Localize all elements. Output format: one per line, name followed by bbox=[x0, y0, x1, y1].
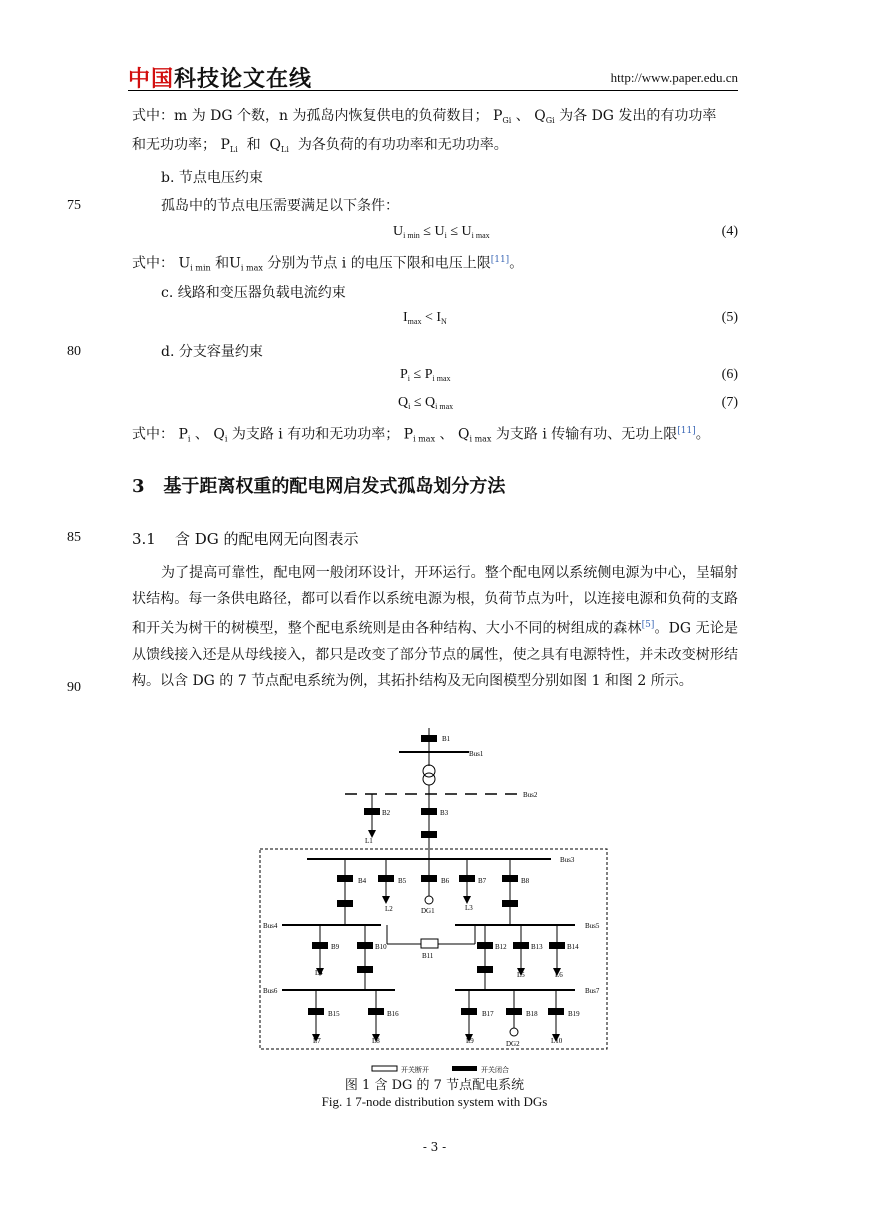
svg-text:B11: B11 bbox=[422, 952, 434, 960]
svg-text:L2: L2 bbox=[385, 905, 393, 913]
figure-caption-en: Fig. 1 7-node distribution system with DGs bbox=[321, 1094, 548, 1109]
svg-text:Bus5: Bus5 bbox=[585, 922, 600, 930]
svg-text:B3: B3 bbox=[440, 809, 449, 817]
svg-text:Bus4: Bus4 bbox=[263, 922, 278, 930]
svg-text:L6: L6 bbox=[555, 971, 563, 979]
citation[interactable]: [11] bbox=[490, 255, 510, 265]
text-line: 式中： $U_{i min}$ 和$U_{i max}$ 分别为节点 i 的电压下限和电压上限[11]。 bbox=[132, 255, 524, 273]
svg-text:B13: B13 bbox=[531, 943, 543, 951]
citation[interactable]: [5] bbox=[641, 620, 655, 630]
equation-7: $Q_i \le Q_{i max}$ bbox=[398, 395, 454, 411]
header-url[interactable]: http://www.paper.edu.cn bbox=[610, 70, 738, 85]
svg-text:B15: B15 bbox=[328, 1010, 340, 1018]
svg-text:Bus1: Bus1 bbox=[469, 750, 484, 758]
figure-caption-cn: 图 1 含 DG 的 7 节点配电系统 bbox=[344, 1078, 525, 1093]
svg-text:Bus3: Bus3 bbox=[560, 856, 575, 864]
text-line: 式中：m 为 DG 个数，n 为孤岛内恢复供电的负荷数目； $P_{Gi}$ 、 $Q_{Gi}$ 为各 DG 发出的有功功率 bbox=[132, 108, 717, 125]
svg-text:L5: L5 bbox=[517, 971, 525, 979]
equation-5: $I_{max} < I_N$ bbox=[403, 310, 447, 326]
svg-text:B2: B2 bbox=[382, 809, 391, 817]
citation[interactable]: [11] bbox=[677, 426, 696, 436]
svg-text:B5: B5 bbox=[398, 877, 407, 885]
journal-logo: 中国科技论文在线 bbox=[128, 67, 313, 92]
svg-text:B12: B12 bbox=[495, 943, 507, 951]
line-number: 75 bbox=[67, 198, 81, 213]
svg-text:B18: B18 bbox=[526, 1010, 538, 1018]
text-line: 和无功功率； $P_{Li}$ 和 $Q_{Li}$ 为各负荷的有功功率和无功功率。 bbox=[132, 137, 508, 154]
svg-text:L10: L10 bbox=[551, 1037, 563, 1045]
svg-text:B9: B9 bbox=[331, 943, 340, 951]
svg-text:Bus6: Bus6 bbox=[263, 987, 278, 995]
svg-text:Bus7: Bus7 bbox=[585, 987, 600, 995]
svg-text:DG2: DG2 bbox=[506, 1040, 520, 1048]
text-line: 式中： $P_i$ 、 $Q_i$ 为支路 i 有功和无功功率； $P_{i max}$ 、 $Q_{i max}$ 为支路 i 传输有功、无功上限[11]。 bbox=[132, 426, 710, 444]
equation-number: (4) bbox=[721, 224, 738, 239]
distribution-system-diagram bbox=[255, 728, 615, 1074]
section-heading: 3 基于距离权重的配电网启发式孤岛划分方法 bbox=[132, 476, 506, 497]
svg-text:Bus2: Bus2 bbox=[523, 791, 538, 799]
line-number: 90 bbox=[67, 680, 81, 695]
subheading-b: b. 节点电压约束 bbox=[161, 170, 263, 186]
legend-closed: 开关闭合 bbox=[481, 1066, 509, 1074]
page-number: - 3 - bbox=[422, 1140, 447, 1154]
equation-4: $U_{i min} \le U_i \le U_{i max}$ bbox=[393, 224, 490, 240]
line-number: 85 bbox=[67, 530, 81, 545]
body-paragraph: 为了提高可靠性，配电网一般闭环设计，开环运行。整个配电网以系统侧电源为中心，呈辐射状结构。每一条供电路径，都可以看作以系统电源为根，负荷节点为叶，以连接电源和负荷的支路和开关为树干的树模型，整个配电系统则是由各种结构、大小不同的树组成的森林[5]。DG 无论是从馈线接入还是从母线接入，都只是改变了部分节点的属性，使之具有电源特性，并未改变树形结构。以含 DG 的 7 节点配电系统为例，其拓扑结构及无向图模型分别如图 1 和图 2 所示。 bbox=[132, 565, 738, 689]
svg-text:DG1: DG1 bbox=[421, 907, 435, 915]
svg-text:B14: B14 bbox=[567, 943, 579, 951]
svg-text:L8: L8 bbox=[372, 1037, 380, 1045]
svg-text:B16: B16 bbox=[387, 1010, 399, 1018]
svg-text:B1: B1 bbox=[442, 735, 451, 743]
svg-text:L1: L1 bbox=[365, 837, 373, 845]
svg-text:B8: B8 bbox=[521, 877, 530, 885]
equation-number: (6) bbox=[721, 367, 738, 382]
svg-text:L3: L3 bbox=[465, 904, 473, 912]
svg-text:B6: B6 bbox=[441, 877, 450, 885]
svg-text:L4: L4 bbox=[315, 969, 323, 977]
svg-text:B10: B10 bbox=[375, 943, 387, 951]
svg-text:B17: B17 bbox=[482, 1010, 494, 1018]
subheading-c: c. 线路和变压器负载电流约束 bbox=[161, 285, 346, 301]
subheading-d: d. 分支容量约束 bbox=[161, 344, 263, 360]
line-number: 80 bbox=[67, 344, 81, 359]
text-line: 孤岛中的节点电压需要满足以下条件： bbox=[161, 198, 399, 214]
svg-text:B7: B7 bbox=[478, 877, 487, 885]
header-rule bbox=[128, 90, 738, 91]
legend-open: 开关断开 bbox=[401, 1066, 429, 1074]
equation-6: $P_i \le P_{i max}$ bbox=[400, 367, 451, 383]
subsection-heading: 3.1 含 DG 的配电网无向图表示 bbox=[132, 530, 359, 548]
equation-number: (5) bbox=[721, 310, 738, 325]
svg-text:L7: L7 bbox=[313, 1037, 321, 1045]
equation-number: (7) bbox=[721, 395, 738, 410]
svg-text:L9: L9 bbox=[466, 1037, 474, 1045]
svg-text:B4: B4 bbox=[358, 877, 367, 885]
svg-text:B19: B19 bbox=[568, 1010, 580, 1018]
